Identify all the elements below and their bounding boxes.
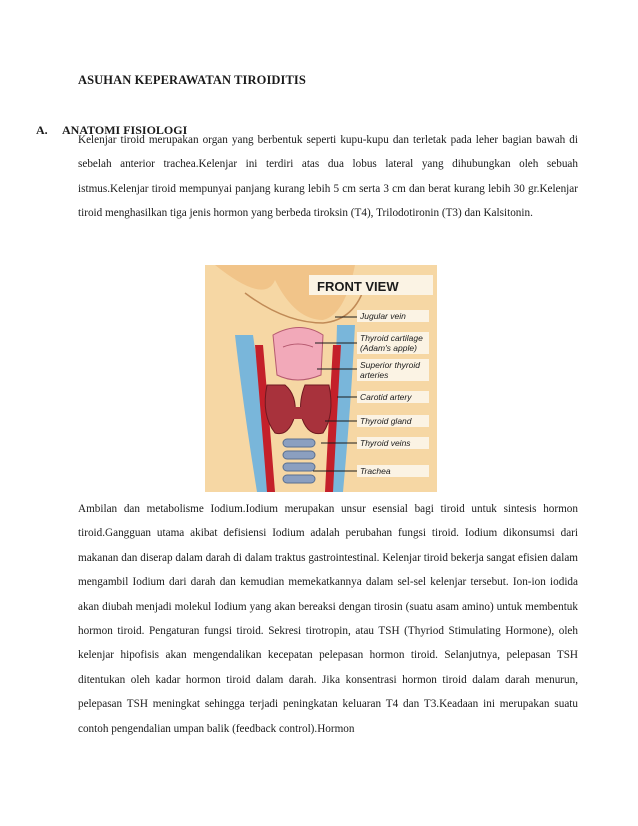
label-superior-thyroid: Superior thyroid [360,360,421,370]
paragraph-iodium: Ambilan dan metabolisme Iodium.Iodium merupakan unsur esensial bagi tiroid untuk sintesis hormon tiroid.Gangguan utama akibat defisiensi Iodium adalah perubahan fungsi tiroid. Iodium dikonsumsi dari makanan dan diserap dalam darah di dalam traktus gastrointestinal. Kelenjar tiroid bekerja sangat efisien dalam mengambil Iodium dari darah dan kemudian memekatkannya dalam sel-sel kelenjar tersebut. Ion-ion iodida akan diubah menjadi molekul Iodium yang akan bereaksi dengan tirosin (suatu asam amino) untuk membentuk hormon tiroid. Pengaturan fungsi tiroid. Sekresi tirotropin, atau TSH (Thyriod Stimulating Hormone), oleh kelenjar hipofisis akan mengendalikan kecepatan pelepasan hormon tiroid. Selanjutnya, pelepasan TSH ditentukan oleh kadar hormon tiroid dalam darah. Jika konsentrasi hormon tiroid dalam darah menurun, pelepasan TSH meningkat sehingga terjadi peningkatan keluaran T4 dan T3.Keadaan ini merupakan suatu contoh pengendalian umpan balik (feedback control).Hormon [78,503,578,735]
thyroid-front-view-illustration [205,265,437,492]
label-trachea: Trachea [360,466,391,476]
label-adams-apple: (Adam's apple) [360,343,417,353]
figure-view-title: FRONT VIEW [317,279,399,294]
label-arteries: arteries [360,370,389,380]
paragraph-anatomy: Kelenjar tiroid merupakan organ yang berbentuk seperti kupu-kupu dan terletak pada leher bagian bawah di sebelah anterior trachea.Kelenjar ini terdiri atas dua lobus lateral yang dihubungkan oleh sebuah istmus.Kelenjar tiroid mempunyai panjang kurang lebih 5 cm serta 3 cm dan berat kurang lebih 30 gr.Kelenjar tiroid menghasilkan tiga jenis hormon yang berbeda tiroksin (T4), Trilodotironin (T3) dan Kalsitonin. [78,134,578,220]
section-letter: A. [36,123,48,137]
label-jugular-vein: Jugular vein [360,311,406,321]
label-thyroid-gland: Thyroid gland [360,416,412,426]
label-carotid-artery: Carotid artery [360,392,412,402]
section-title: ANATOMI FISIOLOGI [62,123,188,137]
label-thyroid-veins: Thyroid veins [360,438,411,448]
label-thyroid-cartilage: Thyroid cartilage [360,333,423,343]
document-title: ASUHAN KEPERAWATAN TIROIDITIS [78,73,306,87]
